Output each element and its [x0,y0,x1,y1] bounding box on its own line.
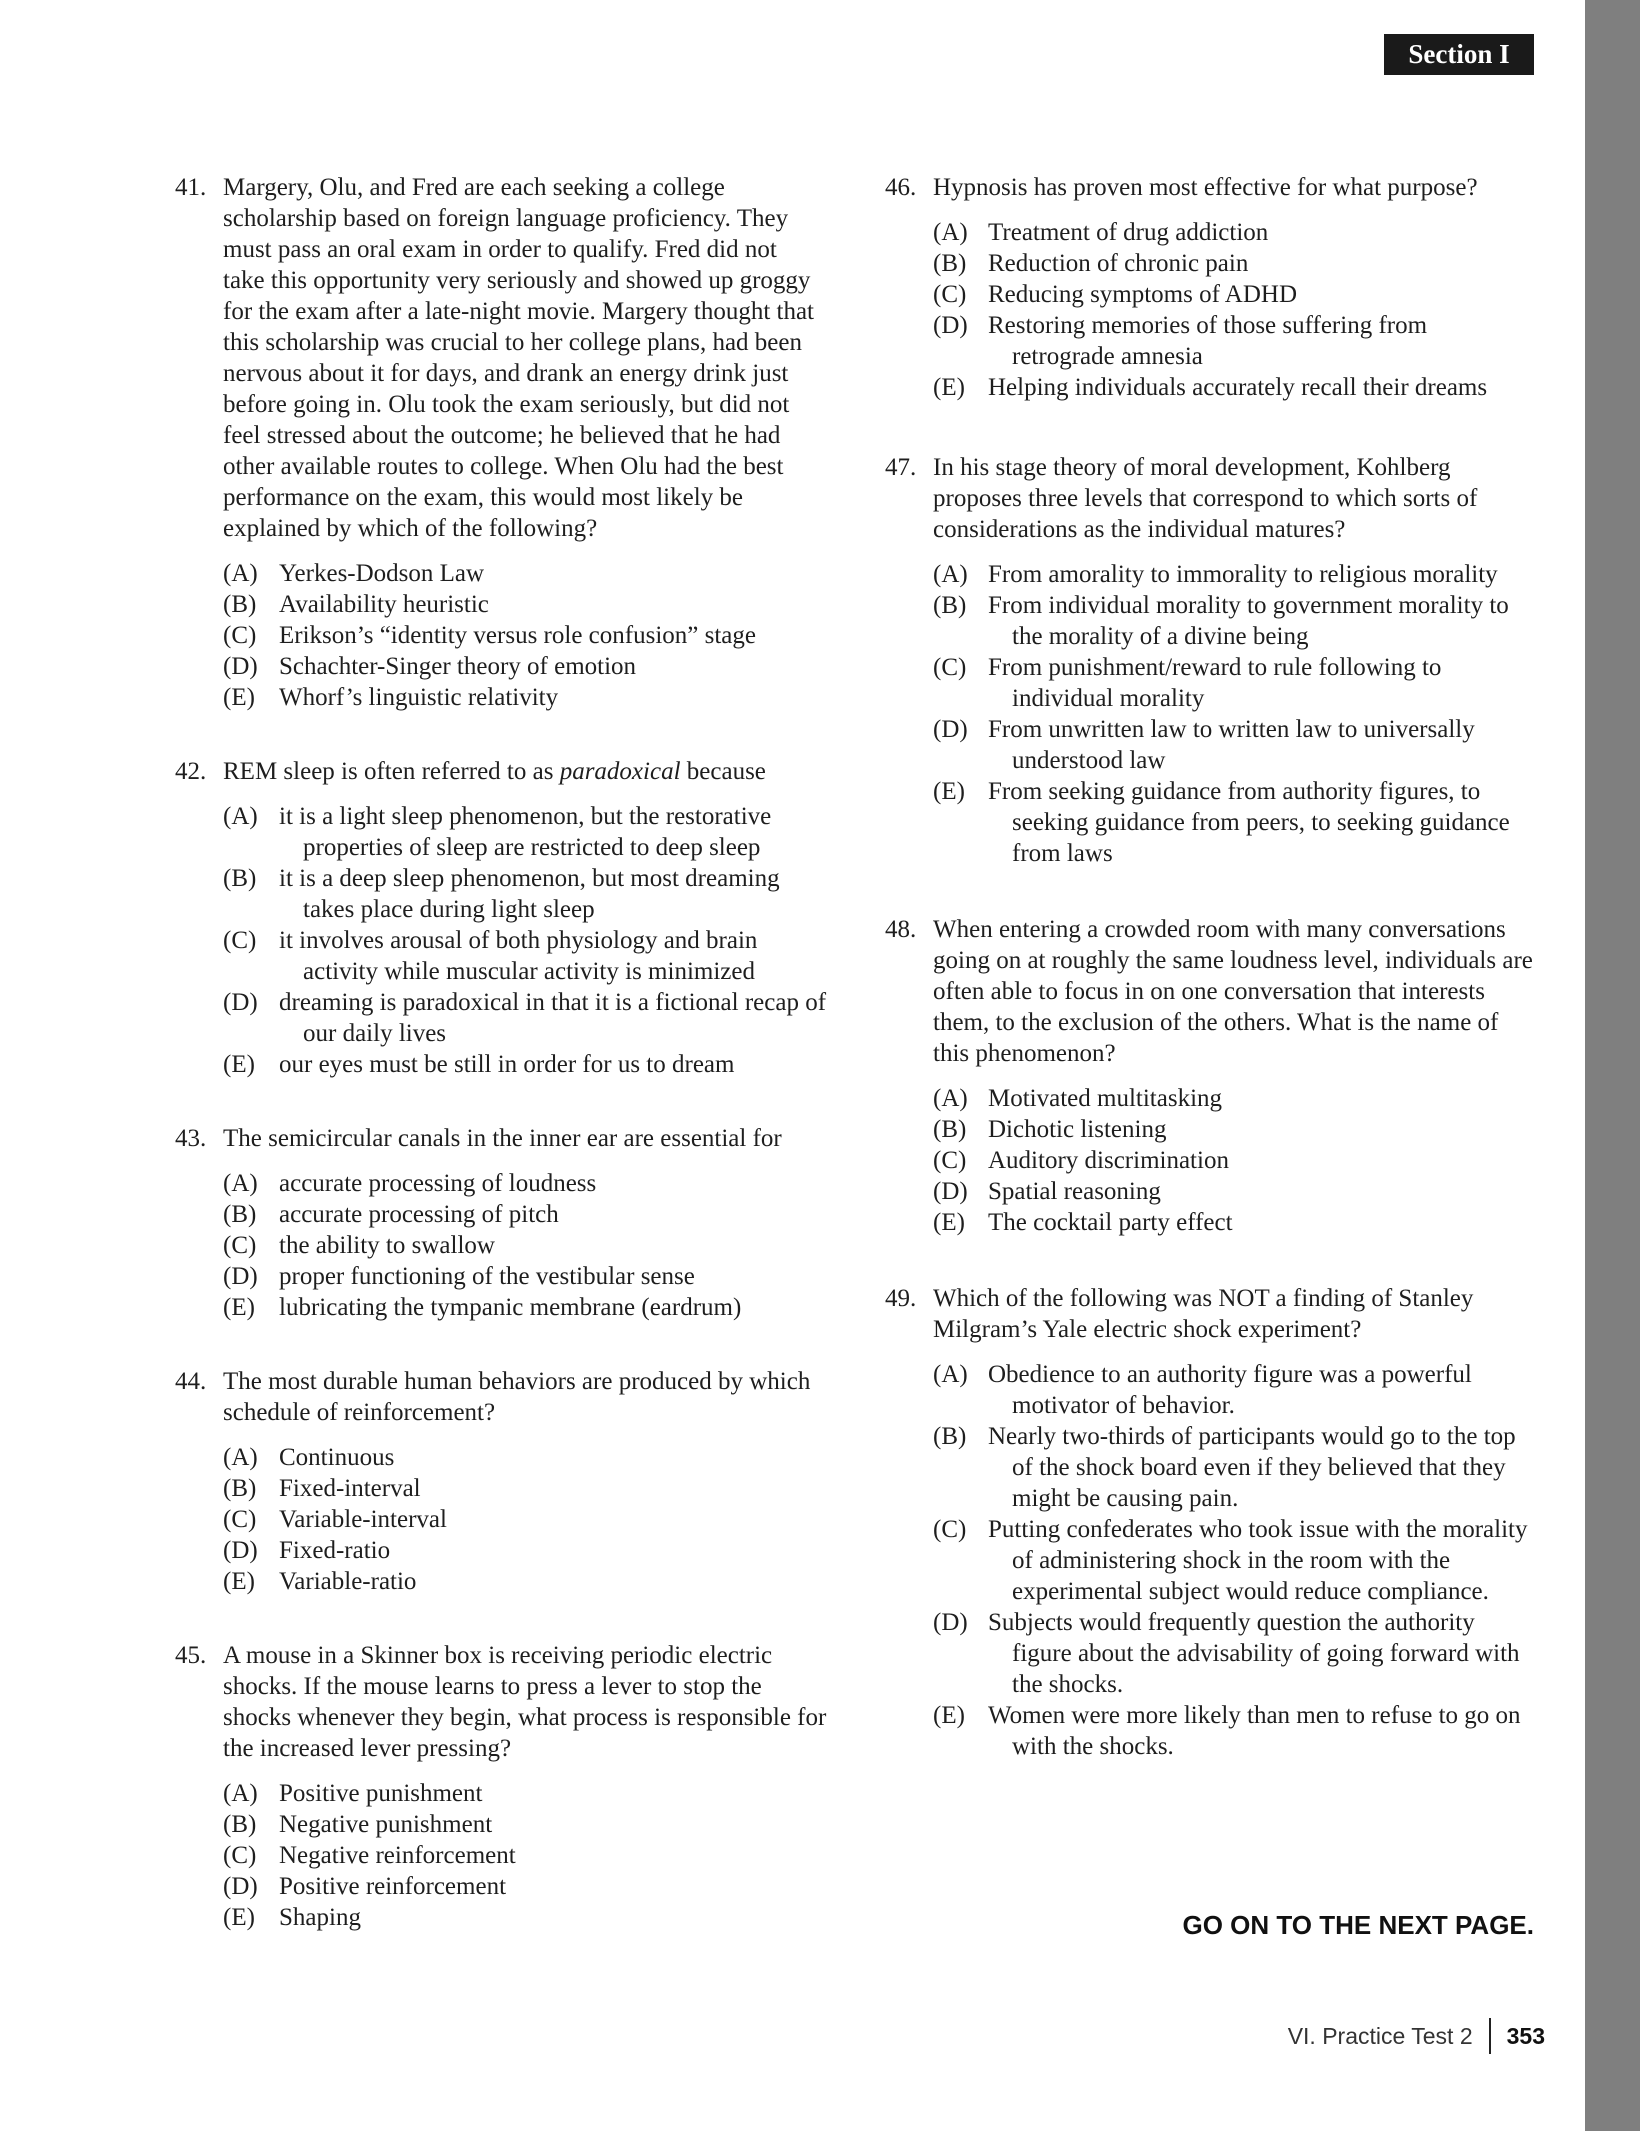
right-column [885,172,1535,1805]
answer-choice[interactable] [933,372,1535,403]
choice-text: Negative reinforcement [279,1842,516,1869]
choice-text: From punishment/reward to rule following to individual morality [988,654,1442,712]
choice-letter: (C) [933,281,967,308]
choice-letter: (D) [223,1263,258,1290]
answer-choice[interactable] [223,558,830,589]
choice-letter: (D) [933,1609,968,1636]
choice-text: Schachter-Singer theory of emotion [279,653,637,680]
question-43 [175,1123,830,1323]
choice-text: Obedience to an authority figure was a powerful motivator of behavior. [988,1361,1472,1419]
question-stem: Hypnosis has proven most effective for what purpose? [933,174,1478,201]
choice-text: Women were more likely than men to refuse to go on with the shocks. [988,1702,1521,1760]
choice-letter: (B) [933,1116,967,1143]
answer-choice[interactable] [933,1514,1535,1607]
choice-letter: (A) [223,1444,258,1471]
answer-choice[interactable] [933,714,1535,776]
choice-letter: (A) [933,1361,968,1388]
answer-choices [175,1442,830,1597]
answer-choice[interactable] [933,1207,1535,1238]
choice-text: the ability to swallow [279,1232,495,1259]
choice-letter: (E) [223,684,255,711]
choice-letter: (B) [933,250,967,277]
choice-text: Fixed-interval [279,1475,421,1502]
section-label: Section I [1384,34,1534,75]
question-46 [885,172,1535,403]
question-stem: The most durable human behaviors are produced by which schedule of reinforcement? [223,1368,811,1426]
answer-choice[interactable] [223,1566,830,1597]
choice-text: Treatment of drug addiction [988,219,1269,246]
answer-choice[interactable] [933,248,1535,279]
choice-letter: (A) [933,1085,968,1112]
answer-choice[interactable] [933,1359,1535,1421]
choice-letter: (E) [223,1051,255,1078]
answer-choice[interactable] [933,1083,1535,1114]
choice-letter: (D) [223,653,258,680]
answer-choice[interactable] [933,217,1535,248]
choice-text: Reduction of chronic pain [988,250,1249,277]
answer-choice[interactable] [223,1809,830,1840]
answer-choice[interactable] [223,682,830,713]
choice-text: Whorf’s linguistic relativity [279,684,559,711]
question-stem: The semicircular canals in the inner ear are essential for [223,1125,782,1152]
question-stem: In his stage theory of moral development, Kohlberg proposes three levels that correspond to which sorts of considerations as the individual matures? [933,454,1478,543]
choice-text: Availability heuristic [279,591,489,618]
choice-letter: (A) [933,561,968,588]
choice-letter: (C) [933,654,967,681]
choice-text: Continuous [279,1444,395,1471]
question-number: 47. [885,454,917,481]
answer-choice[interactable] [933,1114,1535,1145]
choice-letter: (D) [223,1537,258,1564]
choice-text: Erikson’s “identity versus role confusion” stage [279,622,756,649]
answer-choices [175,801,830,1080]
answer-choice[interactable] [933,1607,1535,1700]
answer-choice[interactable] [933,559,1535,590]
choice-letter: (A) [933,219,968,246]
choice-letter: (B) [223,1811,257,1838]
answer-choice[interactable] [933,590,1535,652]
choice-text: Dichotic listening [988,1116,1167,1143]
answer-choice[interactable] [223,863,830,925]
question-42 [175,756,830,1080]
choice-text: Yerkes-Dodson Law [279,560,485,587]
answer-choice[interactable] [223,1230,830,1261]
answer-choice[interactable] [933,1176,1535,1207]
choice-letter: (C) [933,1516,967,1543]
question-45 [175,1640,830,1933]
choice-letter: (A) [223,560,258,587]
question-stem [223,756,830,787]
choice-text: Spatial reasoning [988,1178,1161,1205]
choice-text: dreaming is paradoxical in that it is a fictional recap of our daily lives [279,989,827,1047]
choice-letter: (D) [933,716,968,743]
answer-choice[interactable] [223,651,830,682]
choice-letter: (D) [223,989,258,1016]
answer-choice[interactable] [933,652,1535,714]
answer-choice[interactable] [223,1442,830,1473]
choice-letter: (C) [223,622,257,649]
answer-choices [885,559,1535,869]
choice-text: Reducing symptoms of ADHD [988,281,1298,308]
answer-choice[interactable] [223,1168,830,1199]
answer-choice[interactable] [223,1504,830,1535]
choice-text: Nearly two-thirds of participants would go to the top of the shock board even if they believed that they might be causing pain. [988,1423,1516,1512]
choice-text: Shaping [279,1904,361,1931]
choice-letter: (B) [223,1201,257,1228]
choice-letter: (E) [933,778,965,805]
choice-text: Variable-interval [279,1506,447,1533]
answer-choice[interactable] [223,1049,830,1080]
choice-letter: (E) [933,1702,965,1729]
footer-divider [1489,2018,1491,2054]
question-44 [175,1366,830,1597]
choice-text: The cocktail party effect [988,1209,1233,1236]
choice-letter: (B) [933,1423,967,1450]
answer-choice[interactable] [223,620,830,651]
page-footer [1100,2018,1545,2054]
answer-choice[interactable] [933,1421,1535,1514]
choice-text: From unwritten law to written law to universally understood law [988,716,1475,774]
choice-text: From seeking guidance from authority figures, to seeking guidance from peers, to seeking guidance from laws [988,778,1510,867]
answer-choices [885,217,1535,403]
answer-choice[interactable] [223,1871,830,1902]
choice-letter: (E) [223,1568,255,1595]
choice-letter: (E) [223,1904,255,1931]
answer-choice[interactable] [223,1840,830,1871]
left-column [175,172,830,1976]
choice-text: From amorality to immorality to religious morality [988,561,1498,588]
answer-choice[interactable] [223,801,830,863]
answer-choice[interactable] [223,1778,830,1809]
answer-choices [175,558,830,713]
footer-chapter: VI. Practice Test 2 [1287,2022,1473,2049]
choice-text: proper functioning of the vestibular sense [279,1263,695,1290]
answer-choice[interactable] [223,1473,830,1504]
question-number: 49. [885,1285,917,1312]
question-stem: Which of the following was NOT a finding of Stanley Milgram’s Yale electric shock experiment? [933,1285,1474,1343]
choice-letter: (A) [223,803,258,830]
choice-text: Fixed-ratio [279,1537,391,1564]
choice-letter: (E) [933,1209,965,1236]
side-edge-bar [1585,0,1640,2131]
choice-letter: (C) [223,927,257,954]
question-number: 41. [175,174,207,201]
choice-letter: (B) [933,592,967,619]
answer-choice[interactable] [933,776,1535,869]
choice-text: Putting confederates who took issue with the morality of administering shock in the room with the experimental subject would reduce compliance. [988,1516,1528,1605]
stem-text: REM sleep is often referred to as [223,758,560,785]
choice-text: Variable-ratio [279,1568,417,1595]
question-number: 42. [175,758,207,785]
choice-text: accurate processing of loudness [279,1170,597,1197]
question-stem: Margery, Olu, and Fred are each seeking a college scholarship based on foreign language proficiency. They must pass an oral exam in order to qualify. Fred did not take this opportunity very seriously and showed up groggy for the exam after a late-night movie. Margery thought that this scholarship was crucial to her college plans, had been nervous about it for days, and drank an energy drink just before going in. Olu took the exam seriously, but did not feel stressed about the outcome; he believed that he had other available routes to college. When Olu had the best performance on the exam, this would most likely be explained by which of the following? [223,174,815,542]
choice-letter: (B) [223,1475,257,1502]
stem-italic-term: paradoxical [559,758,681,785]
answer-choice[interactable] [933,1145,1535,1176]
answer-choice[interactable] [223,1535,830,1566]
question-48 [885,914,1535,1238]
choice-letter: (C) [223,1232,257,1259]
choice-letter: (C) [223,1506,257,1533]
question-number: 44. [175,1368,207,1395]
choice-text: From individual morality to government morality to the morality of a divine being [988,592,1509,650]
choice-letter: (D) [933,312,968,339]
choice-text: Negative punishment [279,1811,493,1838]
choice-letter: (C) [223,1842,257,1869]
choice-letter: (B) [223,591,257,618]
choice-letter: (C) [933,1147,967,1174]
answer-choice[interactable] [223,1261,830,1292]
choice-letter: (D) [933,1178,968,1205]
choice-letter: (A) [223,1780,258,1807]
choice-text: Restoring memories of those suffering from retrograde amnesia [988,312,1428,370]
choice-text: Helping individuals accurately recall their dreams [988,374,1488,401]
choice-text: Positive reinforcement [279,1873,507,1900]
choice-letter: (E) [933,374,965,401]
choice-letter: (D) [223,1873,258,1900]
choice-text: Motivated multitasking [988,1085,1223,1112]
question-41 [175,172,830,713]
choice-text: Positive punishment [279,1780,483,1807]
question-number: 45. [175,1642,207,1669]
question-stem: A mouse in a Skinner box is receiving periodic electric shocks. If the mouse learns to press a lever to stop the shocks whenever they begin, what process is responsible for the increased lever pressing? [223,1642,827,1762]
question-49 [885,1283,1535,1762]
answer-choices [175,1778,830,1933]
stem-text: because [680,758,766,785]
answer-choice[interactable] [933,310,1535,372]
choice-text: Subjects would frequently question the authority figure about the advisability of going forward with the shocks. [988,1609,1520,1698]
answer-choice[interactable] [223,1292,830,1323]
question-number: 43. [175,1125,207,1152]
question-number: 46. [885,174,917,201]
choice-text: it is a deep sleep phenomenon, but most dreaming takes place during light sleep [279,865,780,923]
choice-text: Auditory discrimination [988,1147,1229,1174]
answer-choice[interactable] [223,589,830,620]
question-number: 48. [885,916,917,943]
choice-text: accurate processing of pitch [279,1201,559,1228]
answer-choice[interactable] [223,1199,830,1230]
choice-letter: (E) [223,1294,255,1321]
answer-choice[interactable] [933,279,1535,310]
answer-choices [885,1083,1535,1238]
answer-choices [175,1168,830,1323]
question-47 [885,452,1535,869]
go-on-notice: GO ON TO THE NEXT PAGE. [1182,1910,1534,1940]
choice-text: it is a light sleep phenomenon, but the restorative properties of sleep are restricted to deep sleep [279,803,772,861]
choice-text: it involves arousal of both physiology and brain activity while muscular activity is minimized [279,927,758,985]
choice-letter: (A) [223,1170,258,1197]
answer-choice[interactable] [223,987,830,1049]
answer-choice[interactable] [223,1902,830,1933]
answer-choice[interactable] [223,925,830,987]
page-number: 353 [1506,2022,1545,2049]
choice-letter: (B) [223,865,257,892]
choice-text: our eyes must be still in order for us to dream [279,1051,735,1078]
choice-text: lubricating the tympanic membrane (eardrum) [279,1294,742,1321]
question-stem: When entering a crowded room with many conversations going on at roughly the same loudness level, individuals are often able to focus in on one conversation that interests them, to the exclusion of the others. What is the name of this phenomenon? [933,916,1533,1067]
answer-choice[interactable] [933,1700,1535,1762]
answer-choices [885,1359,1535,1762]
